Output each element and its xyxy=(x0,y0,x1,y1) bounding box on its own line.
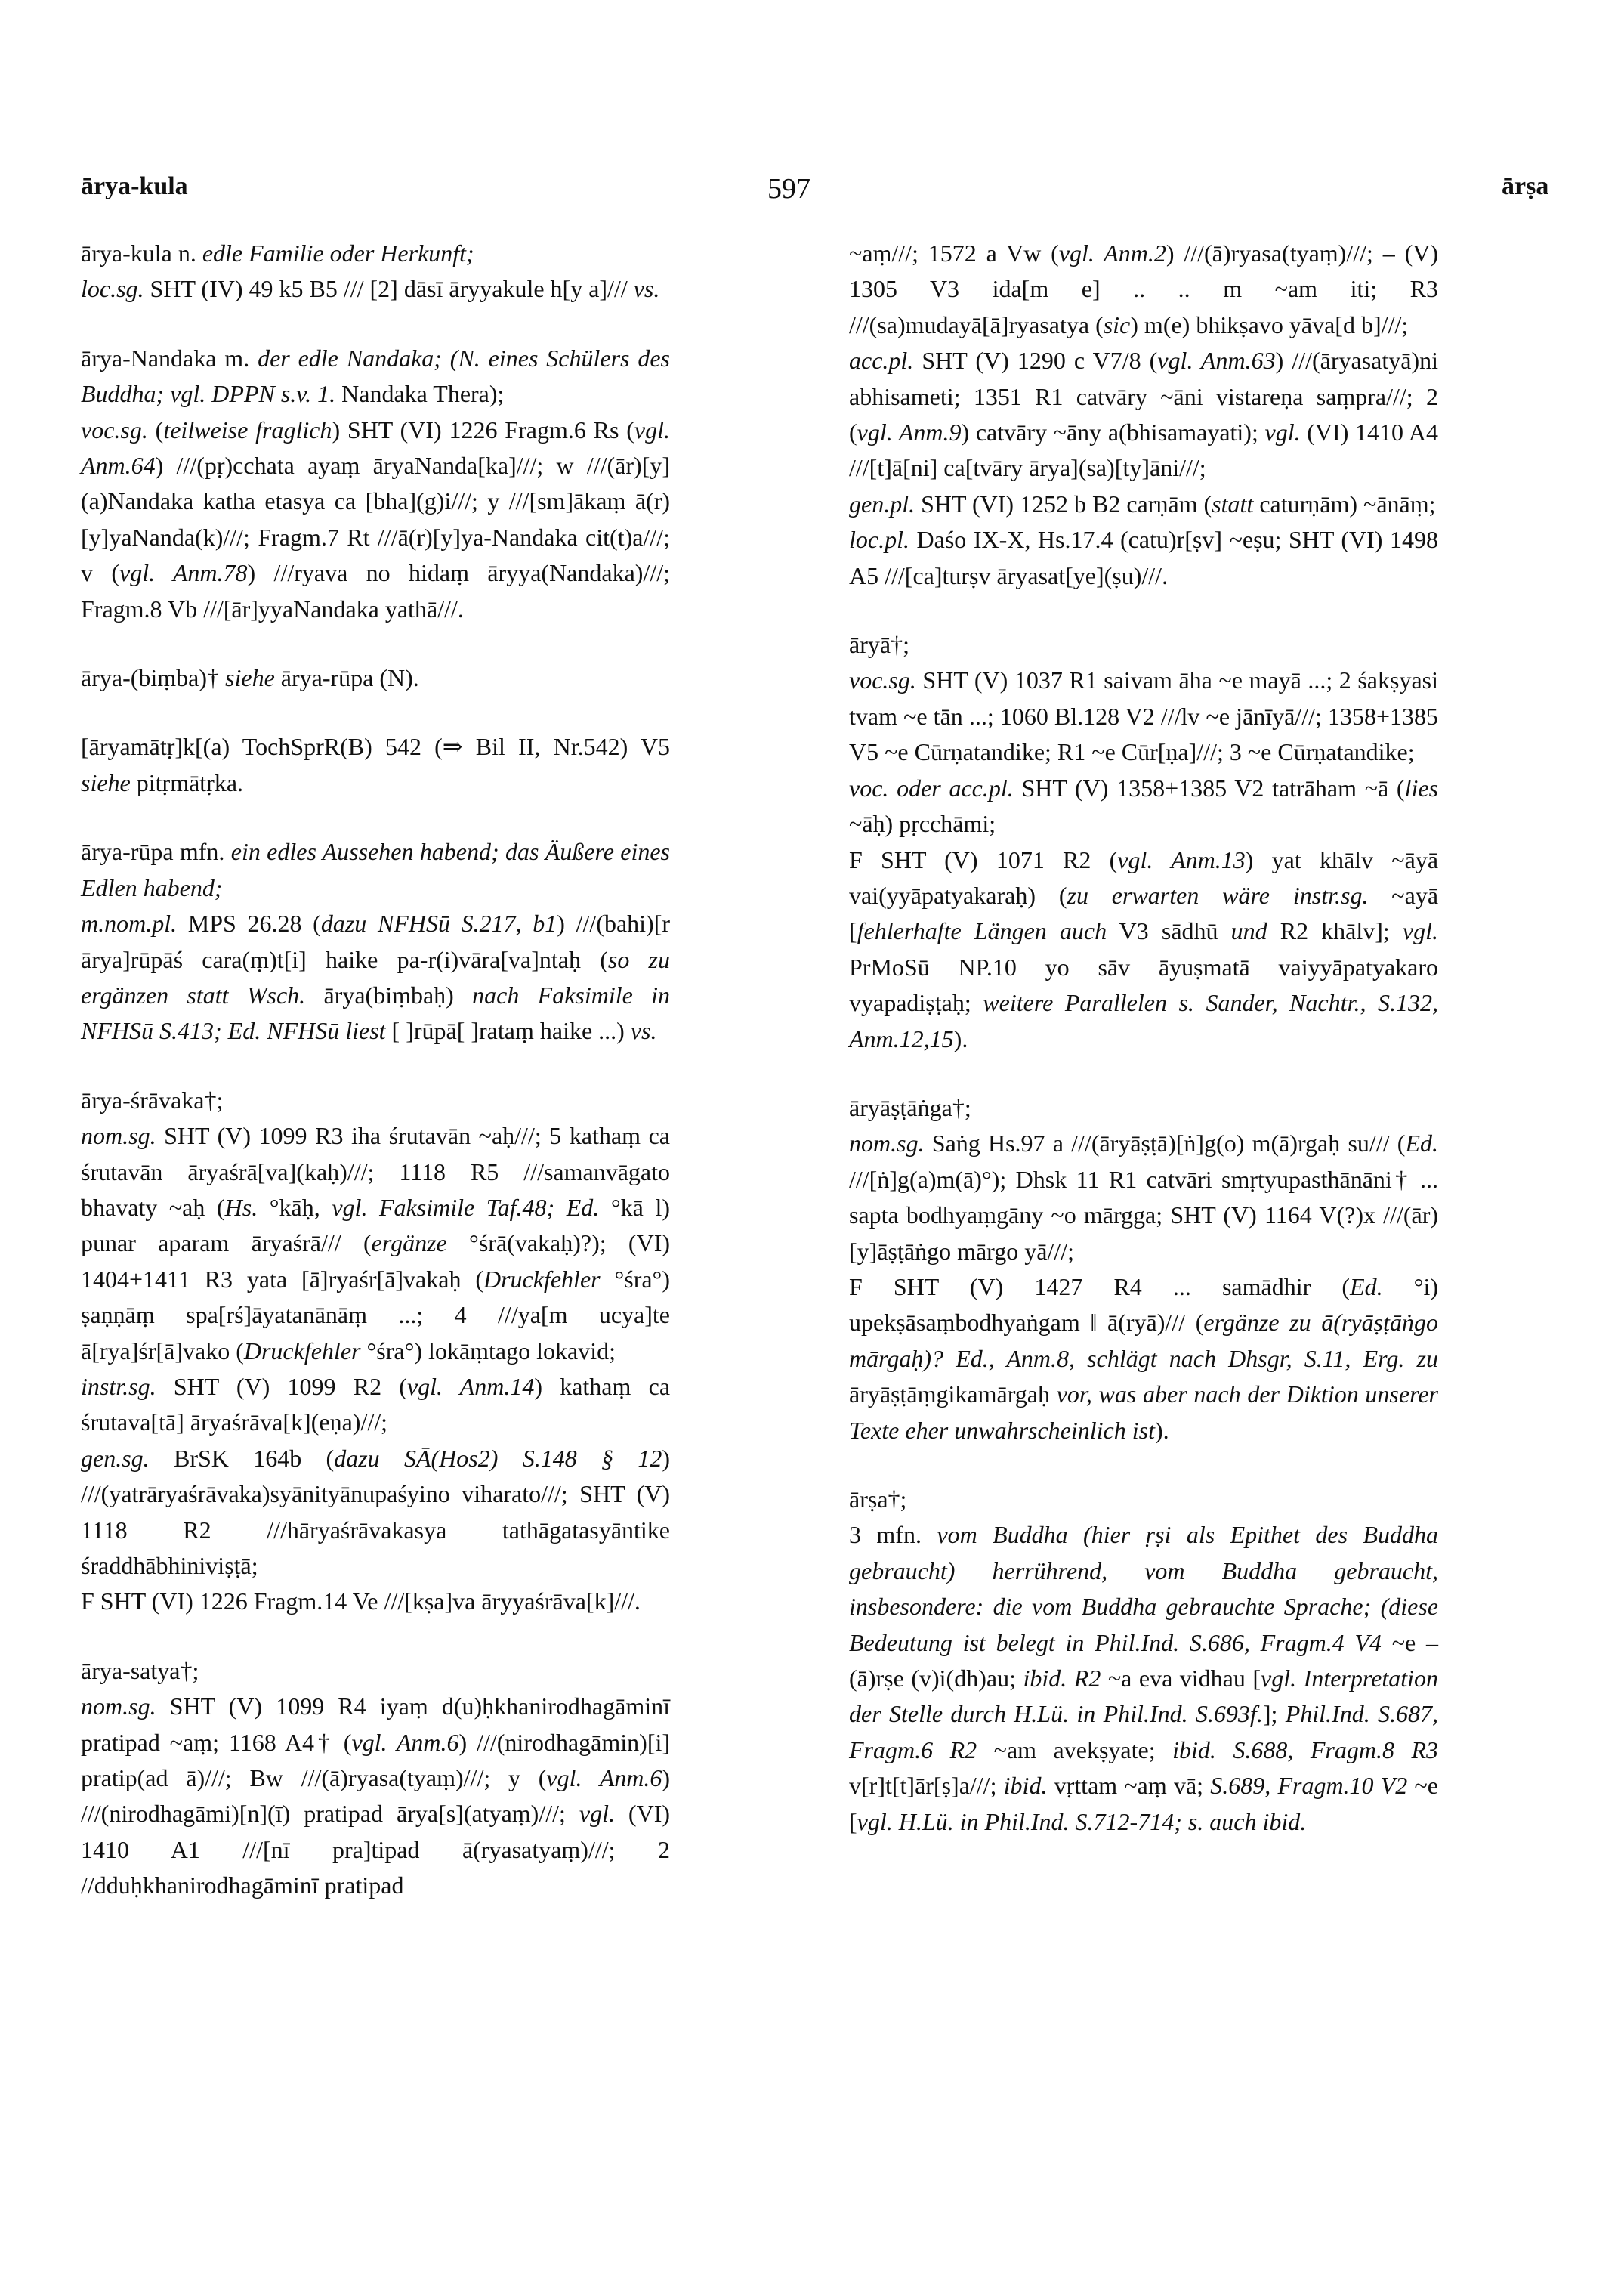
text: °śra°) lokāṃtago lokavid; xyxy=(360,1337,616,1365)
italic-text: voc.sg. xyxy=(849,666,916,694)
italic-text: ergänze xyxy=(371,1229,447,1257)
entry-citation xyxy=(849,1126,1438,1269)
italic-text: vom Buddha (hier ṛṣi als Epithet des Buddha gebraucht) herrührend, vom Buddha gebraucht, insbesondere: die vom Buddha gebrauchte Sprache; (diese Bedeutung ist belegt in Phil.Ind. S.686, Fragm.4 V4 xyxy=(849,1521,1439,1656)
text: °kā l) punar aparam āryaśrā/// ( xyxy=(81,1193,671,1257)
text: V3 sādhū xyxy=(1107,917,1231,945)
italic-text: dazu NFHSū S.217, b1 xyxy=(320,910,557,938)
italic-text: Ed. xyxy=(1350,1272,1383,1300)
text: [āryamātṛ]k[(a) TochSprR(B) 542 (⇒ Bil II, Nr.542) V5 xyxy=(81,733,670,761)
text: °i) upekṣāsaṃbodhyaṅgam ‖ ā(ryā)/// ( xyxy=(849,1272,1439,1337)
text: Daśo IX-X, Hs.17.4 (catu)r[ṣv] ~eṣu; SHT (VI) 1498 A5 ///[ca]turṣv āryasat[ye](ṣu)///. xyxy=(849,526,1438,589)
italic-text: lies xyxy=(1404,774,1439,802)
text: v[r]t[t]ār[ṣ]a///; xyxy=(849,1772,1004,1800)
text: ) m(e) bhikṣavo yāva[d b]///; xyxy=(1130,311,1409,338)
entry-headline xyxy=(849,1090,1438,1126)
page-number: 597 xyxy=(767,173,810,205)
text: R2 khālv]; xyxy=(1267,917,1403,945)
text: ārya-(biṃba)† xyxy=(81,664,226,692)
italic-text: nom.sg. xyxy=(81,1122,156,1150)
text: āryā†; xyxy=(849,631,909,659)
text: ~am avekṣyate; xyxy=(977,1736,1173,1763)
italic-text: loc.sg. xyxy=(81,275,144,303)
italic-text: siehe xyxy=(81,768,131,796)
text: ) kathaṃ ca śrutava[tā] āryaśrāva[k](eṇa)///; xyxy=(81,1372,671,1436)
italic-text: ibid. xyxy=(1003,1772,1048,1800)
text: ) ///(nirodhagāmin)[i] pratip(ad ā)///; Bw ///(ā)ryasa(tyaṃ)///; y ( xyxy=(81,1728,671,1792)
entry-citation xyxy=(81,1369,670,1441)
entry-citation xyxy=(849,842,1438,1057)
entry-citation xyxy=(849,343,1438,487)
right-column xyxy=(849,236,1438,1873)
entry-citation xyxy=(81,1118,670,1369)
text: ]; xyxy=(1262,1700,1286,1728)
entry-headline xyxy=(81,834,670,906)
entry-citation xyxy=(849,1517,1438,1840)
entry-citation xyxy=(849,1269,1438,1448)
entry-citation xyxy=(81,1689,670,1903)
italic-text: der edle Nandaka; (N. eines Schülers des Buddha; vgl. DPPN s.v. 1. xyxy=(81,344,671,408)
text: vṛttam ~aṃ vā; xyxy=(1047,1772,1211,1800)
text: SHT (V) 1358+1385 V2 tatrāham ~ā ( xyxy=(1013,774,1405,802)
entry-citation xyxy=(81,271,670,307)
text: āryāṣṭāṃgikamārgaḥ xyxy=(849,1380,1057,1408)
running-head-left: ārya-kula xyxy=(81,172,188,200)
italic-text: acc.pl. xyxy=(849,347,914,375)
italic-text: sic xyxy=(1103,311,1131,338)
italic-text: Druckfehler xyxy=(483,1265,601,1293)
entry-headline xyxy=(849,1482,1438,1517)
italic-text: dazu SĀ(Hos2) S.148 § 12 xyxy=(334,1444,662,1472)
italic-text: instr.sg. xyxy=(81,1372,156,1400)
text: SHT (V) 1290 c V7/8 ( xyxy=(913,347,1158,375)
dictionary-entry-arya-rupa xyxy=(81,834,670,1049)
dictionary-entry-arya-kula xyxy=(81,236,670,308)
entry-citation xyxy=(849,487,1438,522)
italic-text: ergänze zu ā(ryāṣṭāṅgo mārgaḥ)? Ed., Anm.8, schlägt nach Dhsgr, S.11, Erg. zu xyxy=(849,1309,1439,1372)
italic-text: statt xyxy=(1212,490,1254,518)
italic-text: zu erwarten wäre instr.sg. xyxy=(1067,881,1369,909)
dictionary-entry-aryamatrika xyxy=(81,729,670,801)
text: ) ///(nirodhagāmi)[n](ī) pratipad ārya[s](atyaṃ)///; xyxy=(81,1764,671,1828)
italic-text: vgl. H.Lü. in Phil.Ind. S.712-714; s. auch ibid. xyxy=(857,1807,1307,1835)
text: ~e – (ā)rṣe (v)i(dh)au; xyxy=(849,1628,1439,1692)
italic-text: vgl. Anm.78 xyxy=(119,559,248,587)
italic-text: vgl. Faksimile Taf.48; Ed. xyxy=(332,1193,600,1221)
dictionary-entry-arya-bimba xyxy=(81,660,670,696)
text: ) ///(ā)ryasa(tyaṃ)///; – (V) 1305 V3 ida[m e] .. .. m ~am iti; R3 ///(sa)mudayā[ā]ryasatya ( xyxy=(849,240,1439,338)
italic-text: ein edles Aussehen habend; das Äußere eines Edlen habend; xyxy=(81,838,671,901)
text: ārya-Nandaka m. xyxy=(81,344,258,372)
italic-text: vgl. Anm.64 xyxy=(81,416,671,480)
entry-headline xyxy=(81,1653,670,1689)
text: ( xyxy=(147,416,164,444)
text: SHT (V) 1037 R1 saivam āha ~e mayā ...; 2 śakṣyasi tvam ~e tān ...; 1060 Bl.128 V2 ///lv ~e jānīyā///; 1358+1385 V5 ~e Cūrṇatandike; R1 ~e Cūr[ṇa]///; 3 ~e Cūrṇatandike; xyxy=(849,666,1438,766)
italic-text: so zu ergänzen statt Wsch. xyxy=(81,945,671,1009)
entry-citation xyxy=(81,906,670,1049)
text: ~ayā [ xyxy=(849,881,1439,945)
text: ārya(biṃbaḥ) xyxy=(305,981,473,1009)
entry-headline xyxy=(81,1083,670,1118)
italic-text: vgl. Anm.14 xyxy=(406,1372,535,1400)
dictionary-entry-arya-sravaka xyxy=(81,1083,670,1620)
entry-citation xyxy=(849,522,1438,594)
dictionary-entry-arsa xyxy=(849,1482,1438,1840)
text: F SHT (V) 1427 R4 ... samādhir ( xyxy=(849,1272,1351,1300)
text: ~a eva vidhau [ xyxy=(1101,1664,1261,1692)
entry-citation xyxy=(81,1441,670,1584)
text: MPS 26.28 ( xyxy=(177,910,321,938)
text: ) catvāry ~āny a(bhisamayati); xyxy=(961,419,1265,447)
text: SHT (VI) 1252 b B2 carṇām ( xyxy=(915,490,1212,518)
text: F SHT (V) 1071 R2 ( xyxy=(849,845,1118,873)
dictionary-entry-aryastanga xyxy=(849,1090,1438,1448)
dictionary-entry-arya-satya-cont xyxy=(849,236,1438,594)
text: BrSK 164b ( xyxy=(149,1444,335,1472)
text: caturṇām) ~ānāṃ; xyxy=(1253,490,1436,518)
text: °śrā(vakaḥ)?); (VI) 1404+1411 R3 yata [ā]ryaśr[ā]vakaḥ ( xyxy=(81,1229,671,1293)
italic-text: teilweise fraglich xyxy=(163,416,332,444)
text: Nandaka Thera); xyxy=(335,380,505,408)
italic-text: loc.pl. xyxy=(849,526,909,554)
italic-text: nom.sg. xyxy=(81,1692,156,1720)
italic-text: ibid. R2 xyxy=(1023,1664,1101,1692)
italic-text: vgl. xyxy=(1264,419,1301,447)
text: Saṅg Hs.97 a ///(āryāṣṭā)[ṅ]g(o) m(ā)rgaḥ su/// ( xyxy=(924,1130,1406,1158)
entry-citation xyxy=(849,771,1438,842)
text: ) ///ryava no hidaṃ āryya(Nandaka)///; Fragm.8 Vb ///[ār]yyaNandaka yathā///. xyxy=(81,559,671,623)
italic-text: S.689, Fragm.10 V2 xyxy=(1210,1772,1408,1800)
text: ) ///(yatrāryaśrāvaka)syānityānupaśyino viharato///; SHT (V) 1118 R2 ///hāryaśrāvakasya tathāgatasyāntike śraddhābhiniviṣṭā; xyxy=(81,1444,671,1579)
italic-text: vgl. xyxy=(579,1800,615,1828)
text: °kāḥ, xyxy=(258,1193,332,1221)
text: (VI) 1410 A4 ///[t]ā[ni] ca[tvāry ārya](sa)[ty]āni///; xyxy=(849,419,1439,482)
italic-text: Ed. xyxy=(1405,1130,1438,1158)
italic-text: vgl. Anm.13 xyxy=(1117,845,1246,873)
italic-text: vgl. Anm.6 xyxy=(546,1764,662,1792)
italic-text: ibid. S.688, Fragm.8 R3 xyxy=(1172,1736,1439,1763)
entry-citation xyxy=(81,413,670,627)
italic-text: edle Familie oder Herkunft; xyxy=(202,240,474,267)
italic-text: vor, was aber nach der Diktion unserer Texte eher unwahrscheinlich ist xyxy=(849,1380,1439,1444)
text: SHT (V) 1099 R3 iha śrutavān ~aḥ///; 5 kathaṃ ca śrutavān āryaśrā[va](kaḥ)///; 1118 R5 ///samanvāgato bhavaty ~aḥ ( xyxy=(81,1122,670,1221)
italic-text: Druckfehler xyxy=(243,1337,361,1365)
entry-headline xyxy=(849,236,1438,343)
text: [ ]rūpā[ ]rataṃ haike ...) xyxy=(385,1017,631,1045)
italic-text: vgl. Interpretation der Stelle durch H.Lü. in Phil.Ind. S.693f. xyxy=(849,1664,1438,1728)
text: ~e [ xyxy=(849,1772,1439,1835)
italic-text: Phil.Ind. S.687, Fragm.6 R2 xyxy=(849,1700,1439,1763)
entry-headline xyxy=(81,660,670,696)
text: ārya-kula n. xyxy=(81,240,202,267)
text: ///[ṅ]g(a)m(ā)°); Dhsk 11 R1 catvāri smṛtyupasthānāni† ... sapta bodhyaṃgāny ~o mārgga; SHT (V) 1164 V(?)x ///(ār)[y]āṣṭāṅgo mārgo yā///; xyxy=(849,1165,1438,1265)
italic-text: und xyxy=(1230,917,1267,945)
italic-text: voc.sg. xyxy=(81,416,148,444)
entry-headline xyxy=(81,341,670,413)
text: ) ///(pṛ)cchata ayaṃ āryaNanda[ka]///; w ///(ār)[y](a)Nandaka katha etasya ca [bha](g)i///; y ///[sm]ākaṃ ā(r)[y]yaNanda(k)///; Fragm.7 Rt ///ā(r)[y]ya-Nandaka cit(t)a///; v ( xyxy=(81,452,670,587)
text: PrMoSū NP.10 yo sāv āyuṣmatā vaiyyāpatyakaro vyapadiṣṭaḥ; xyxy=(849,953,1438,1017)
text: F SHT (VI) 1226 Fragm.14 Ve ///[kṣa]va āryyaśrāva[k]///. xyxy=(81,1587,641,1615)
italic-text: vgl. xyxy=(1402,917,1439,945)
text: ) SHT (VI) 1226 Fragm.6 Rs ( xyxy=(332,416,634,444)
italic-text: Hs. xyxy=(224,1193,258,1221)
running-head-right: ārṣa xyxy=(1502,172,1549,200)
entry-headline xyxy=(81,729,670,801)
italic-text: vs. xyxy=(630,1017,657,1045)
text: ~āḥ) pṛcchāmi; xyxy=(849,810,996,838)
text: ārya-śrāvaka†; xyxy=(81,1086,224,1114)
text: SHT (V) 1099 R4 iyaṃ d(u)ḥkhanirodhagāminī pratipad ~aṃ; 1168 A4† ( xyxy=(81,1692,670,1756)
text: ) yat khālv ~āyā vai(yyāpatyakaraḥ) ( xyxy=(849,845,1439,909)
italic-text: fehlerhafte Längen auch xyxy=(857,917,1107,945)
text: ārṣa†; xyxy=(849,1485,907,1513)
left-column xyxy=(81,236,670,1937)
text: SHT (V) 1099 R2 ( xyxy=(156,1372,407,1400)
text: ). xyxy=(1154,1416,1169,1444)
italic-text: vgl. Anm.2 xyxy=(1058,240,1166,267)
text: ārya-rūpa (N). xyxy=(274,664,419,692)
text: āryāṣṭāṅga†; xyxy=(849,1093,971,1121)
italic-text: vgl. Anm.9 xyxy=(857,419,962,447)
text: ). xyxy=(953,1025,968,1052)
italic-text: gen.sg. xyxy=(81,1444,150,1472)
italic-text: m.nom.pl. xyxy=(81,910,178,938)
entry-citation xyxy=(81,1584,670,1619)
text: pitṛmātṛka. xyxy=(130,768,244,796)
italic-text: voc. oder acc.pl. xyxy=(849,774,1014,802)
text: 3 mfn. xyxy=(849,1521,937,1549)
text: ) ///(āryasatyā)ni abhisameti; 1351 R1 catvāry ~āni vistareṇa saṃpra///; 2 ( xyxy=(849,347,1439,447)
italic-text: vgl. Anm.63 xyxy=(1157,347,1276,375)
text: ~aṃ///; 1572 a Vw ( xyxy=(849,240,1059,267)
italic-text: gen.pl. xyxy=(849,490,915,518)
text: ārya-rūpa mfn. xyxy=(81,838,231,866)
italic-text: nach Faksimile in NFHSū S.413; Ed. NFHSū liest xyxy=(81,981,671,1045)
italic-text: siehe xyxy=(225,664,275,692)
entry-headline xyxy=(81,236,670,271)
text: (VI) 1410 A1 ///[nī pra]tipad ā(ryasatyaṃ)///; 2 //dduḥkhanirodhagāminī pratipad xyxy=(81,1800,671,1899)
italic-text: vs. xyxy=(633,275,660,303)
entry-citation xyxy=(849,663,1438,770)
text: SHT (IV) 49 k5 B5 /// [2] dāsī āryyakule h[y a]/// xyxy=(144,275,634,303)
entry-headline xyxy=(849,627,1438,663)
dictionary-entry-arya-satya xyxy=(81,1653,670,1904)
italic-text: nom.sg. xyxy=(849,1130,925,1158)
text: °śra°) ṣaṇṇāṃ spa[rś]āyatanānāṃ ...; 4 ///ya[m ucya]te ā[rya]śr[ā]vako ( xyxy=(81,1265,671,1365)
text: ārya-satya†; xyxy=(81,1656,199,1684)
text: ) ///(bahi)[r ārya]rūpāś cara(ṃ)t[i] haike pa-r(i)vāra[va]ntaḥ ( xyxy=(81,910,671,973)
italic-text: weitere Parallelen s. Sander, Nachtr., S.132, Anm.12,15 xyxy=(849,989,1438,1052)
dictionary-entry-arya xyxy=(849,627,1438,1057)
dictionary-entry-arya-nandaka xyxy=(81,341,670,627)
italic-text: vgl. Anm.6 xyxy=(351,1728,459,1756)
